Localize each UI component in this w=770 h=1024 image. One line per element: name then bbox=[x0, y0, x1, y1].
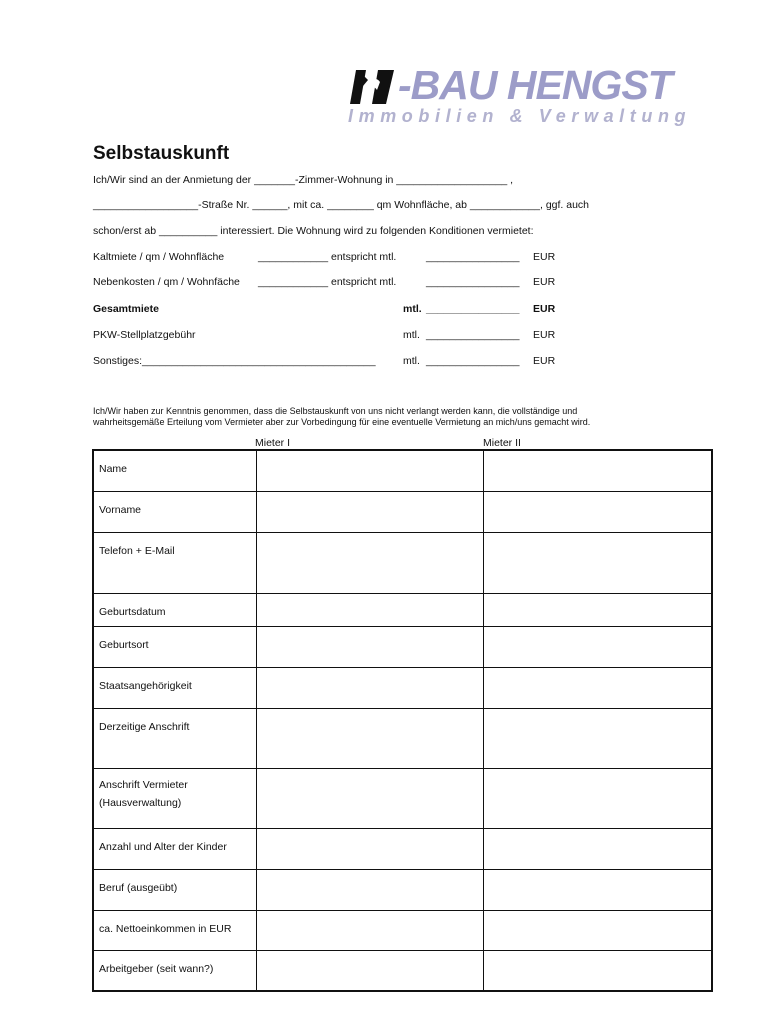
company-logo bbox=[348, 62, 712, 130]
row-label: Arbeitgeber (seit wann?) bbox=[93, 950, 257, 991]
column-header-tenant-2: Mieter II bbox=[483, 437, 521, 449]
cost-label: Sonstiges:________________________________________ bbox=[93, 355, 376, 367]
table-row bbox=[93, 626, 712, 667]
tenant-2-birthdate-cell[interactable] bbox=[484, 593, 713, 626]
tenant-1-birthplace-cell[interactable] bbox=[257, 626, 484, 667]
tenant-2-address-cell[interactable] bbox=[484, 708, 713, 768]
column-header-tenant-1: Mieter I bbox=[255, 437, 291, 449]
table-row bbox=[93, 532, 712, 593]
tenant-1-contact-cell[interactable] bbox=[257, 532, 484, 593]
tenant-1-landlord-cell[interactable] bbox=[257, 768, 484, 828]
table-row bbox=[93, 593, 712, 626]
row-label: Geburtsdatum bbox=[93, 593, 257, 626]
cost-amount-field[interactable]: ________________ bbox=[426, 329, 520, 341]
row-label bbox=[93, 768, 257, 828]
table-row bbox=[93, 828, 712, 869]
tenant-2-nationality-cell[interactable] bbox=[484, 667, 713, 708]
tenant-1-nationality-cell[interactable] bbox=[257, 667, 484, 708]
cost-amount-field[interactable]: ________________ bbox=[426, 355, 520, 367]
form-title: Selbstauskunft bbox=[93, 143, 230, 164]
row-label: Name bbox=[93, 450, 257, 491]
cost-label: Gesamtmiete bbox=[93, 303, 159, 315]
tenant-2-birthplace-cell[interactable] bbox=[484, 626, 713, 667]
cost-amount-field[interactable]: ________________ bbox=[426, 276, 520, 288]
row-label: Anzahl und Alter der Kinder bbox=[93, 828, 257, 869]
tenant-1-children-cell[interactable] bbox=[257, 828, 484, 869]
tenant-2-landlord-cell[interactable] bbox=[484, 768, 713, 828]
tenant-2-firstname-cell[interactable] bbox=[484, 491, 713, 532]
table-row bbox=[93, 768, 712, 828]
cost-amount-field[interactable]: ________________ bbox=[426, 251, 520, 263]
cost-unit: EUR bbox=[533, 355, 556, 367]
cost-label: Nebenkosten / qm / Wohnfäche bbox=[93, 276, 240, 288]
row-label: Derzeitige Anschrift bbox=[93, 708, 257, 768]
row-label: Staatsangehörigkeit bbox=[93, 667, 257, 708]
row-label: ca. Nettoeinkommen in EUR bbox=[93, 910, 257, 950]
cost-mid: mtl. bbox=[403, 355, 420, 367]
tenant-2-contact-cell[interactable] bbox=[484, 532, 713, 593]
table-row bbox=[93, 491, 712, 532]
tenant-2-children-cell[interactable] bbox=[484, 828, 713, 869]
cost-unit: EUR bbox=[533, 276, 556, 288]
notice-line-1: Ich/Wir haben zur Kenntnis genommen, dass die Selbstauskunft von uns nicht verlangt werden kann, die vollständige und bbox=[93, 406, 578, 416]
table-row bbox=[93, 708, 712, 768]
tenant-1-firstname-cell[interactable] bbox=[257, 491, 484, 532]
tenant-1-employer-cell[interactable] bbox=[257, 950, 484, 991]
row-label-line-1: Anschrift Vermieter bbox=[99, 778, 188, 791]
tenant-1-income-cell[interactable] bbox=[257, 910, 484, 950]
tenant-2-name-cell[interactable] bbox=[484, 450, 713, 491]
row-label: Geburtsort bbox=[93, 626, 257, 667]
cost-amount-field[interactable]: ________________ bbox=[426, 303, 520, 315]
tenant-1-birthdate-cell[interactable] bbox=[257, 593, 484, 626]
tenant-1-job-cell[interactable] bbox=[257, 869, 484, 910]
row-label: Vorname bbox=[93, 491, 257, 532]
tenant-info-table bbox=[92, 449, 713, 992]
notice-line-2: wahrheitsgemäße Erteilung vom Vermieter aber zur Vorbedingung für eine eventuelle Vermietung an mich/uns gemacht wird. bbox=[93, 417, 591, 427]
cost-mid: mtl. bbox=[403, 329, 420, 341]
cost-unit: EUR bbox=[533, 251, 556, 263]
cost-mid: ____________ entspricht mtl. bbox=[258, 276, 397, 288]
table-row bbox=[93, 869, 712, 910]
row-label-line-2: (Hausverwaltung) bbox=[99, 796, 182, 809]
tenant-1-name-cell[interactable] bbox=[257, 450, 484, 491]
table-row bbox=[93, 667, 712, 708]
cost-mid: ____________ entspricht mtl. bbox=[258, 251, 397, 263]
intro-line-1: Ich/Wir sind an der Anmietung der _______-Zimmer-Wohnung in ___________________ , bbox=[93, 174, 514, 186]
hengst-horse-logo-icon bbox=[350, 68, 400, 106]
table-row bbox=[93, 950, 712, 991]
cost-unit: EUR bbox=[533, 329, 556, 341]
table-row bbox=[93, 910, 712, 950]
cost-unit: EUR bbox=[533, 303, 556, 315]
tenant-2-job-cell[interactable] bbox=[484, 869, 713, 910]
cost-label: Kaltmiete / qm / Wohnfläche bbox=[93, 251, 225, 263]
row-label: Telefon + E-Mail bbox=[93, 532, 257, 593]
intro-line-2: __________________-Straße Nr. ______, mit ca. ________ qm Wohnfläche, ab ____________, ggf. auch bbox=[93, 199, 590, 211]
intro-line-3: schon/erst ab __________ interessiert. Die Wohnung wird zu folgenden Konditionen vermietet: bbox=[93, 225, 534, 237]
cost-label: PKW-Stellplatzgebühr bbox=[93, 329, 196, 341]
tenant-2-employer-cell[interactable] bbox=[484, 950, 713, 991]
logo-subtitle: Immobilien & Verwaltung bbox=[348, 106, 692, 126]
tenant-2-income-cell[interactable] bbox=[484, 910, 713, 950]
logo-title: -BAU HENGST bbox=[398, 62, 672, 108]
cost-mid: mtl. bbox=[403, 303, 422, 315]
row-label: Beruf (ausgeübt) bbox=[93, 869, 257, 910]
tenant-1-address-cell[interactable] bbox=[257, 708, 484, 768]
table-row bbox=[93, 450, 712, 491]
